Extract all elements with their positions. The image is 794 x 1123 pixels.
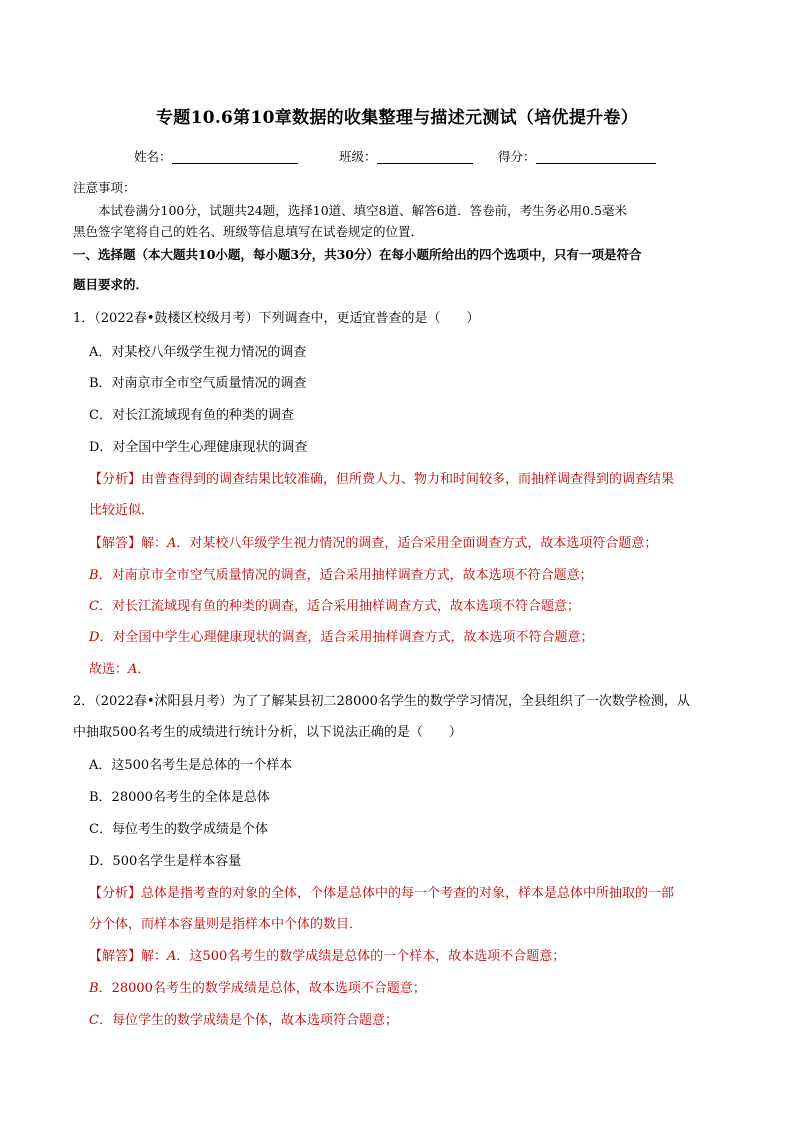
q1-option-c: C．对长江流域现有鱼的种类的调查 xyxy=(89,408,294,423)
q1-answer-d-text: ．对全国中学生心理健康现状的调查，适合采用抽样调查方式，故本选项不符合题意； xyxy=(99,630,594,645)
q1-choice-line xyxy=(89,658,150,677)
score-field xyxy=(498,147,656,165)
q1-answer-line-b xyxy=(89,564,593,583)
q1-analysis-line-2: 比较近似． xyxy=(89,503,155,518)
q1-option-d: D．对全国中学生心理健康现状的调查 xyxy=(89,440,308,455)
q2-stem-line-2: 中抽取500名考生的成绩进行统计分析，以下说法正确的是（ ） xyxy=(73,725,462,740)
class-blank[interactable] xyxy=(377,149,473,164)
q2-answer-line-b xyxy=(89,977,426,996)
q2-option-a: A．这500名考生是总体的一个样本 xyxy=(89,758,293,773)
q1-option-a: A．对某校八年级学生视力情况的调查 xyxy=(89,345,307,360)
q1-answer-a-text: ．对某校八年级学生视力情况的调查，适合采用全面调查方式，故本选项符合题意； xyxy=(176,536,658,551)
q2-analysis-line-2: 分个体，而样本容量则是指样本中个体的数目． xyxy=(89,917,363,932)
q1-analysis-text-1: 由普查得到的调查结果比较准确，但所费人力、物力和时间较多，而抽样调查得到的调查结果 xyxy=(141,472,675,487)
q2-analysis-text-1: 总体是指考查的对象的全体，个体是总体中的每一个考查的对象，样本是总体中所抽取的一部 xyxy=(141,886,675,901)
score-blank[interactable] xyxy=(536,149,656,164)
class-label: 班级： xyxy=(339,149,377,164)
q1-answer-b-letter: B xyxy=(89,568,99,583)
q1-answer-tag: 【解答】 xyxy=(89,536,142,551)
notes-line-2: 黑色签字笔将自己的姓名、班级等信息填写在试卷规定的位置． xyxy=(73,224,424,239)
page-title: 专题10.6第10章数据的收集整理与描述元测试（培优提升卷） xyxy=(155,108,639,128)
name-blank[interactable] xyxy=(172,149,298,164)
q1-choice-end: ． xyxy=(137,662,151,677)
q2-option-b: B．28000名考生的全体是总体 xyxy=(89,790,270,805)
q2-option-c: C．每位考生的数学成绩是个体 xyxy=(89,822,268,837)
q2-analysis-line-1 xyxy=(89,882,674,901)
q2-answer-c-text: ．每位学生的数学成绩是个体，故本选项符合题意； xyxy=(98,1013,398,1028)
q1-choice-letter: A xyxy=(128,662,138,677)
q1-analysis-line-1 xyxy=(89,468,674,487)
q1-analysis-tag: 【分析】 xyxy=(89,472,142,487)
q2-answer-a-text: ．这500名考生的数学成绩是总体的一个样本，故本选项不合题意； xyxy=(176,949,566,964)
q1-option-b: B．对南京市全市空气质量情况的调查 xyxy=(89,376,307,391)
q2-stem-line-1: 2．（2022春•沭阳县月考）为了了解某县初二28000名学生的数学学习情况，全县组织了一次数学检测，从 xyxy=(73,694,690,709)
q2-answer-b-text: ．28000名考生的数学成绩是总体，故本选项不合题意； xyxy=(98,981,426,996)
class-field xyxy=(339,147,473,165)
q2-option-d: D．500名学生是样本容量 xyxy=(89,854,242,869)
q1-stem: 1．（2022春•鼓楼区校级月考）下列调查中，更适宜普查的是（ ） xyxy=(73,311,480,326)
q2-answer-prefix: 解： xyxy=(141,949,168,964)
q1-answer-d-letter: D xyxy=(89,630,100,645)
q1-answer-c-text: ．对长江流域现有鱼的种类的调查，适合采用抽样调查方式，故本选项不符合题意； xyxy=(98,599,580,614)
q1-answer-line-a xyxy=(89,532,657,551)
q2-answer-line-a xyxy=(89,945,565,964)
section-1-line-2: 题目要求的． xyxy=(73,277,149,292)
section-1-line-1: 一、选择题（本大题共10小题，每小题3分，共30分）在每小题所给出的四个选项中，只有一项是符合 xyxy=(73,247,642,262)
q2-answer-b-letter: B xyxy=(89,981,99,996)
score-label: 得分： xyxy=(498,149,536,164)
q2-answer-c-letter: C xyxy=(89,1013,99,1028)
q2-answer-tag: 【解答】 xyxy=(89,949,142,964)
q1-answer-prefix: 解： xyxy=(141,536,168,551)
q1-answer-line-c xyxy=(89,595,580,614)
q1-choice-prefix: 故选： xyxy=(89,662,129,677)
q1-answer-c-letter: C xyxy=(89,599,99,614)
name-label: 姓名： xyxy=(134,149,172,164)
notes-heading: 注意事项： xyxy=(73,180,136,195)
q2-answer-line-c xyxy=(89,1009,398,1028)
q2-analysis-tag: 【分析】 xyxy=(89,886,142,901)
q1-answer-line-d xyxy=(89,626,593,645)
notes-line-1: 本试卷满分100分，试题共24题，选择10道、填空8道、解答6道．答卷前，考生务必用0.5毫米 xyxy=(98,203,627,218)
q1-answer-b-text: ．对南京市全市空气质量情况的调查，适合采用抽样调查方式，故本选项不符合题意； xyxy=(98,568,593,583)
name-field xyxy=(134,147,298,165)
q2-answer-a-letter: A xyxy=(167,949,177,964)
q1-answer-a-letter: A xyxy=(167,536,177,551)
